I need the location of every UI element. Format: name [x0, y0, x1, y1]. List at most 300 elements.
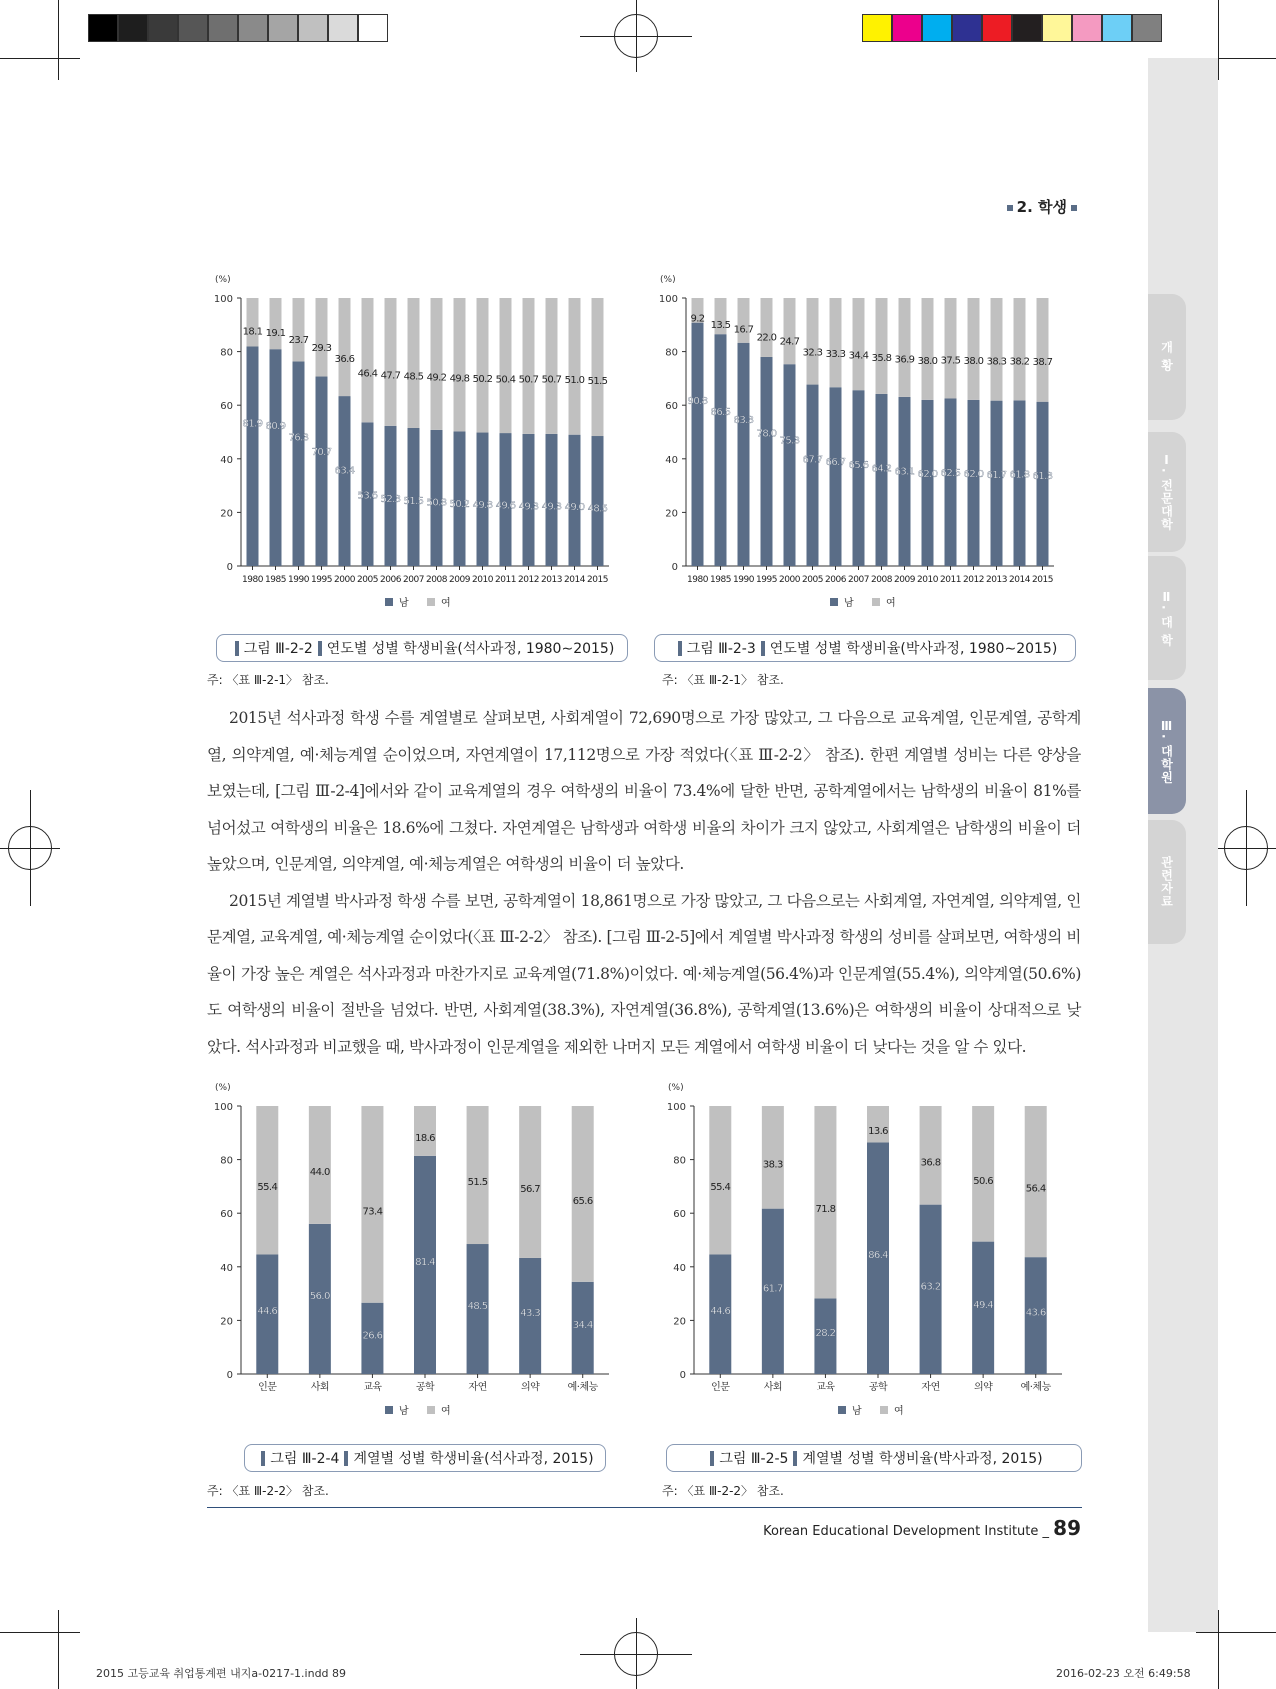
chart-doctoral-by-year: [650, 268, 1090, 620]
axis-unit-label: (%): [215, 1083, 231, 1093]
data-label-male: 83.3: [733, 414, 754, 426]
data-label-male: 64.2: [871, 463, 892, 475]
note-fig-2-5: 주: 〈표 Ⅲ-2-2〉 참조.: [662, 1484, 784, 1498]
y-tick-label: 0: [226, 1370, 233, 1381]
data-label-male: 86.4: [868, 1250, 888, 1262]
data-label-male: 63.2: [920, 1281, 941, 1293]
y-tick-label: 100: [213, 1102, 233, 1113]
chart-masters-by-year: [205, 268, 645, 620]
bar-female: [256, 1106, 278, 1254]
bar-female: [991, 298, 1003, 401]
legend-label-female: 여: [886, 598, 896, 609]
data-label-female: 50.4: [495, 374, 516, 386]
data-label-male: 62.0: [917, 469, 938, 481]
y-tick-label: 20: [220, 508, 233, 520]
bar-male: [1037, 402, 1049, 566]
bar-female: [572, 1106, 594, 1282]
color-swatch: [118, 14, 148, 42]
legend-swatch-female: [872, 598, 880, 606]
x-tick-label: 2013: [541, 575, 562, 585]
data-label-female: 46.4: [357, 368, 378, 380]
data-label-male: 81.4: [415, 1256, 435, 1268]
y-tick-label: 40: [665, 454, 678, 466]
data-label-female: 18.1: [242, 326, 263, 338]
crop-mark: [1218, 1610, 1219, 1689]
bar-male: [738, 343, 750, 566]
x-tick-label: 2008: [871, 575, 892, 585]
color-swatch: [952, 14, 982, 42]
data-label-male: 49.0: [564, 502, 585, 514]
bar-male: [991, 401, 1003, 566]
data-label-male: 49.3: [541, 501, 562, 513]
y-tick-label: 20: [673, 1316, 686, 1328]
bar-female: [853, 298, 865, 390]
bar-male: [692, 323, 704, 566]
bar-female: [761, 298, 773, 357]
bar-female: [477, 298, 489, 433]
y-tick-label: 20: [665, 508, 678, 520]
data-label-female: 50.7: [518, 374, 539, 386]
x-tick-label: 2009: [449, 575, 470, 585]
x-tick-label: 2015: [1032, 575, 1053, 585]
bar-male: [1014, 400, 1026, 566]
slug-file: 2015 고등교육 취업통계편 내지a-0217-1.indd 89: [96, 1667, 347, 1680]
legend-label-male: 남: [399, 598, 409, 609]
legend-swatch-female: [427, 598, 435, 606]
y-tick-label: 0: [679, 1370, 686, 1381]
bar-female: [414, 1106, 436, 1156]
color-swatch: [148, 14, 178, 42]
data-label-female: 49.8: [449, 373, 470, 385]
side-tab[interactable]: 관련자료: [1148, 820, 1186, 944]
bar-male: [546, 434, 558, 566]
data-label-male: 51.5: [403, 495, 424, 507]
bar-male: [592, 436, 604, 566]
data-label-male: 61.7: [986, 469, 1007, 481]
data-label-male: 90.8: [687, 395, 708, 407]
data-label-male: 63.4: [334, 465, 355, 477]
bar-female: [523, 298, 535, 434]
bar-male: [899, 397, 911, 566]
x-tick-label: 공학: [868, 1382, 888, 1393]
data-label-male: 78.0: [756, 428, 777, 440]
bar-female: [1025, 1106, 1047, 1257]
x-tick-label: 자연: [921, 1382, 940, 1393]
x-tick-label: 2011: [495, 575, 516, 585]
y-tick-label: 40: [220, 454, 233, 466]
caption-num: 그림 Ⅲ-2-3: [686, 641, 756, 657]
x-tick-label: 2013: [986, 575, 1007, 585]
color-swatch: [88, 14, 118, 42]
data-label-female: 56.7: [520, 1183, 541, 1195]
caption-text: 연도별 성별 학생비율(박사과정, 1980∼2015): [769, 641, 1058, 657]
data-label-male: 49.4: [973, 1299, 994, 1311]
x-tick-label: 1995: [311, 575, 332, 585]
x-tick-label: 2000: [334, 575, 355, 585]
y-tick-label: 80: [673, 1155, 686, 1167]
bar-female: [339, 298, 351, 396]
data-label-female: 50.6: [973, 1175, 994, 1187]
data-label-female: 33.3: [825, 349, 846, 361]
bar-male: [715, 334, 727, 566]
x-tick-label: 의약: [973, 1382, 993, 1393]
color-swatch: [862, 14, 892, 42]
caption-num: 그림 Ⅲ-2-4: [270, 1451, 340, 1467]
data-label-female: 47.7: [380, 370, 401, 382]
bar-female: [945, 298, 957, 399]
y-tick-label: 100: [658, 294, 678, 305]
y-tick-label: 100: [666, 1102, 686, 1113]
side-tab[interactable]: 개 황: [1148, 294, 1186, 420]
x-tick-label: 2012: [963, 575, 984, 585]
legend-swatch-male: [838, 1406, 846, 1414]
data-label-female: 29.3: [311, 343, 332, 355]
bar-female: [920, 1106, 942, 1205]
data-label-female: 38.3: [986, 356, 1007, 368]
page-footer: [763, 1516, 1081, 1540]
data-label-female: 55.4: [257, 1182, 278, 1194]
crop-mark: [30, 790, 31, 906]
x-tick-label: 사회: [763, 1382, 783, 1393]
data-label-male: 56.0: [309, 1290, 330, 1302]
bar-female: [431, 298, 443, 430]
y-tick-label: 40: [220, 1262, 233, 1274]
data-label-female: 37.5: [940, 355, 961, 367]
bar-female: [922, 298, 934, 400]
data-label-female: 38.2: [1009, 356, 1030, 368]
legend-label-male: 남: [852, 1406, 862, 1417]
x-tick-label: 공학: [415, 1382, 435, 1393]
x-tick-label: 2010: [472, 575, 493, 585]
bar-female: [762, 1106, 784, 1209]
data-label-female: 19.1: [265, 328, 286, 340]
bar-female: [361, 1106, 383, 1303]
data-label-female: 49.2: [426, 372, 447, 384]
bar-female: [814, 1106, 836, 1298]
data-label-male: 62.0: [963, 469, 984, 481]
data-label-female: 18.6: [415, 1132, 435, 1144]
y-tick-label: 0: [671, 562, 678, 573]
gray-swatch-strip: [88, 0, 413, 44]
axis-unit-label: (%): [668, 1083, 684, 1093]
legend-label-female: 여: [441, 1406, 451, 1417]
y-tick-label: 60: [665, 401, 678, 413]
color-swatch: [1102, 14, 1132, 42]
caption-text: 연도별 성별 학생비율(석사과정, 1980∼2015): [326, 641, 615, 657]
data-label-male: 26.6: [362, 1330, 383, 1342]
color-swatch: [208, 14, 238, 42]
legend-swatch-male: [830, 598, 838, 606]
bar-male: [830, 387, 842, 566]
bar-female: [362, 298, 374, 422]
data-label-female: 56.4: [1025, 1183, 1046, 1195]
bar-male: [339, 396, 351, 566]
caption-fig-2-5: [666, 1444, 1082, 1472]
bar-female: [592, 298, 604, 436]
data-label-male: 67.7: [802, 454, 823, 466]
axis-unit-label: (%): [660, 275, 676, 285]
legend-swatch-female: [880, 1406, 888, 1414]
bar-male: [922, 400, 934, 566]
bar-female: [316, 298, 328, 377]
data-label-female: 51.5: [467, 1177, 488, 1189]
section-header: [1003, 196, 1081, 217]
data-label-female: 51.0: [564, 375, 585, 387]
data-label-male: 52.3: [380, 493, 401, 505]
caption-text: 계열별 성별 학생비율(박사과정, 2015): [802, 1451, 1043, 1467]
data-label-female: 38.3: [762, 1159, 783, 1171]
bar-female: [546, 298, 558, 434]
data-label-female: 13.6: [868, 1126, 888, 1138]
bar-male: [761, 357, 773, 566]
data-label-female: 44.0: [309, 1166, 330, 1178]
bar-male: [293, 362, 305, 566]
crop-mark: [0, 58, 80, 59]
data-label-female: 34.4: [848, 350, 869, 362]
x-tick-label: 1990: [288, 575, 309, 585]
x-tick-label: 2000: [779, 575, 800, 585]
bar-female: [270, 298, 282, 349]
legend-label-female: 여: [894, 1406, 904, 1417]
color-swatch: [298, 14, 328, 42]
data-label-female: 38.0: [917, 356, 938, 368]
bar-female: [807, 298, 819, 385]
data-label-male: 48.5: [587, 503, 608, 515]
x-tick-label: 자연: [468, 1382, 487, 1393]
y-tick-label: 60: [673, 1209, 686, 1221]
crop-mark: [0, 1632, 80, 1633]
crop-mark: [1196, 1632, 1276, 1633]
data-label-male: 61.3: [1032, 470, 1053, 482]
crop-mark: [58, 1610, 59, 1689]
bar-female: [519, 1106, 541, 1258]
x-tick-label: 예·체능: [1020, 1382, 1051, 1393]
data-label-female: 50.2: [472, 373, 493, 385]
data-label-female: 24.7: [779, 336, 800, 348]
bar-male: [316, 377, 328, 566]
data-label-female: 55.4: [710, 1182, 731, 1194]
data-label-female: 38.0: [963, 356, 984, 368]
data-label-male: 49.6: [495, 500, 516, 512]
chart-doctoral-by-field: [658, 1076, 1098, 1428]
bar-female: [968, 298, 980, 400]
note-fig-2-4: 주: 〈표 Ⅲ-2-2〉 참조.: [207, 1484, 329, 1498]
x-tick-label: 사회: [310, 1382, 330, 1393]
bar-female: [454, 298, 466, 431]
bar-female: [569, 298, 581, 435]
x-tick-label: 인문: [258, 1382, 277, 1393]
legend-label-male: 남: [399, 1406, 409, 1417]
legend-label-female: 여: [441, 598, 451, 609]
x-tick-label: 2006: [380, 575, 401, 585]
y-tick-label: 20: [220, 1316, 233, 1328]
color-swatch: [1072, 14, 1102, 42]
side-tab[interactable]: Ⅱ. 대 학: [1148, 556, 1186, 680]
x-tick-label: 2006: [825, 575, 846, 585]
bar-female: [876, 298, 888, 394]
data-label-female: 73.4: [362, 1206, 383, 1218]
data-label-male: 44.6: [710, 1306, 731, 1318]
color-swatch: [238, 14, 268, 42]
color-swatch: [982, 14, 1012, 42]
data-label-male: 50.8: [426, 497, 447, 509]
footer-institute: Korean Educational Development Institute _: [763, 1524, 1050, 1539]
x-tick-label: 1995: [756, 575, 777, 585]
paragraph-doctoral: 2015년 계열별 박사과정 학생 수를 보면, 공학계열이 18,861명으로 가장 많았고, 그 다음으로는 사회계열, 자연계열, 의약계열, 인문계열, 교육계열, 예·체능계열 순이었다(〈표 Ⅲ-2-2〉 참조). [그림 Ⅲ-2-5]에서 계열별 박사과정 학생의 성비를 살펴보면, 여학생의 비율이 가장 높은 계열은 석사과정과 마찬가지로 교육계열(71.8%)이었다. 예·체능계열(56.4%)과 인문계열(55.4%), 의약계열(50.6%)도 여학생의 비율이 절반을 넘었다. 반면, 사회계열(38.3%), 자연계열(36.8%), 공학계열(13.6%)은 여학생의 비율이 상대적으로 낮았다. 석사과정과 비교했을 때, 박사과정이 인문계열을 제외한 나머지 모든 계열에서 여학생 비율이 더 낮다는 것을 알 수 있다.: [207, 891, 1081, 1056]
legend-swatch-female: [427, 1406, 435, 1414]
data-label-female: 32.3: [802, 347, 823, 359]
data-label-male: 80.9: [265, 421, 286, 433]
data-label-male: 34.4: [572, 1319, 593, 1331]
bar-male: [784, 364, 796, 566]
data-label-male: 62.5: [940, 467, 961, 479]
data-label-male: 49.3: [518, 501, 539, 513]
data-label-male: 66.7: [825, 457, 846, 469]
data-label-male: 81.9: [242, 418, 263, 430]
note-fig-2-2: 주: 〈표 Ⅲ-2-1〉 참조.: [207, 673, 329, 687]
y-tick-label: 0: [226, 562, 233, 573]
x-tick-label: 2011: [940, 575, 961, 585]
color-swatch: [328, 14, 358, 42]
x-tick-label: 1985: [265, 575, 286, 585]
data-label-male: 28.2: [815, 1328, 836, 1340]
y-tick-label: 80: [220, 347, 233, 359]
x-tick-label: 1980: [242, 575, 263, 585]
y-tick-label: 80: [220, 1155, 233, 1167]
caption-fig-2-2: [216, 634, 628, 662]
bar-female: [899, 298, 911, 397]
y-tick-label: 100: [213, 294, 233, 305]
x-tick-label: 2007: [403, 575, 424, 585]
bar-male: [807, 385, 819, 566]
bar-male: [500, 433, 512, 566]
x-tick-label: 교육: [816, 1382, 835, 1393]
bar-male: [876, 394, 888, 566]
y-tick-label: 60: [220, 1209, 233, 1221]
x-tick-label: 인문: [711, 1382, 730, 1393]
y-tick-label: 40: [673, 1262, 686, 1274]
page-number: 89: [1053, 1516, 1081, 1540]
crop-mark: [1218, 0, 1219, 80]
x-tick-label: 2010: [917, 575, 938, 585]
crop-mark: [1246, 790, 1247, 906]
bar-male: [569, 435, 581, 566]
chart-masters-by-field: [205, 1076, 645, 1428]
axis-unit-label: (%): [215, 275, 231, 285]
side-tab[interactable]: Ⅰ. 전문대학: [1148, 432, 1186, 552]
x-tick-label: 예·체능: [567, 1382, 598, 1393]
legend-label-male: 남: [844, 598, 854, 609]
crop-mark: [636, 1618, 637, 1689]
bar-male: [247, 347, 259, 566]
data-label-male: 61.8: [1009, 469, 1030, 481]
bar-male: [968, 400, 980, 566]
legend-swatch-male: [385, 1406, 393, 1414]
data-label-female: 13.5: [710, 319, 731, 331]
bar-male: [853, 390, 865, 566]
x-tick-label: 2015: [587, 575, 608, 585]
data-label-female: 22.0: [756, 332, 777, 344]
bar-female: [830, 298, 842, 387]
x-tick-label: 1990: [733, 575, 754, 585]
x-tick-label: 의약: [520, 1382, 540, 1393]
color-swatch: [922, 14, 952, 42]
data-label-male: 48.5: [467, 1301, 488, 1313]
x-tick-label: 1985: [710, 575, 731, 585]
data-label-male: 50.2: [449, 499, 470, 511]
caption-fig-2-3: [654, 634, 1076, 662]
bar-female: [972, 1106, 994, 1242]
data-label-female: 71.8: [815, 1204, 836, 1216]
color-swatch: [268, 14, 298, 42]
data-label-female: 36.9: [894, 354, 915, 366]
caption-text: 계열별 성별 학생비율(석사과정, 2015): [353, 1451, 594, 1467]
bar-male: [523, 434, 535, 566]
data-label-male: 43.6: [1025, 1307, 1046, 1319]
bar-female: [1014, 298, 1026, 400]
data-label-female: 38.7: [1032, 357, 1053, 369]
side-tab[interactable]: Ⅲ. 대학원: [1148, 688, 1186, 814]
paragraph-masters: 2015년 석사과정 학생 수를 계열별로 살펴보면, 사회계열이 72,690명으로 가장 많았고, 그 다음으로 교육계열, 인문계열, 공학계열, 의약계열, 예·체능계열 순이었으며, 자연계열이 17,112명으로 가장 적었다(〈표 Ⅲ-2-2〉 참조). 한편 계열별 성비는 다른 양상을 보였는데, [그림 Ⅲ-2-4]에서와 같이 교육계열의 경우 여학생의 비율이 73.4%에 달한 반면, 공학계열에서는 남학생의 비율이 81%를 넘어섰고 여학생의 비율은 18.6%에 그쳤다. 자연계열은 남학생과 여학생 비율의 차이가 크지 않았고, 사회계열은 남학생의 비율이 더 높았으며, 인문계열, 의약계열, 예·체능계열은 여학생의 비율이 더 높았다.: [207, 709, 1081, 873]
bar-female: [784, 298, 796, 364]
slug-datetime: 2016-02-23 오전 6:49:58: [1056, 1667, 1191, 1680]
data-label-male: 76.3: [288, 432, 309, 444]
data-label-female: 23.7: [288, 334, 309, 346]
data-label-female: 51.5: [587, 375, 608, 387]
data-label-female: 16.7: [733, 324, 754, 336]
bar-female: [1037, 298, 1049, 402]
color-swatch: [1132, 14, 1162, 42]
data-label-male: 70.7: [311, 446, 332, 458]
x-tick-label: 2012: [518, 575, 539, 585]
data-label-male: 44.6: [257, 1306, 278, 1318]
x-tick-label: 2005: [357, 575, 378, 585]
data-label-male: 43.3: [520, 1307, 541, 1319]
data-label-female: 36.8: [920, 1157, 941, 1169]
y-tick-label: 80: [665, 347, 678, 359]
caption-num: 그림 Ⅲ-2-2: [243, 641, 313, 657]
color-swatch: [892, 14, 922, 42]
color-swatch: [178, 14, 208, 42]
note-fig-2-3: 주: 〈표 Ⅲ-2-1〉 참조.: [662, 673, 784, 687]
data-label-female: 9.2: [690, 313, 705, 325]
data-label-male: 86.5: [710, 406, 731, 418]
crop-mark: [58, 0, 59, 80]
data-label-female: 48.5: [403, 371, 424, 383]
x-tick-label: 2005: [802, 575, 823, 585]
bar-male: [945, 399, 957, 567]
data-label-female: 35.8: [871, 352, 892, 364]
crop-mark: [636, 0, 637, 72]
x-tick-label: 2009: [894, 575, 915, 585]
x-tick-label: 2008: [426, 575, 447, 585]
color-swatch-strip: [862, 0, 1187, 44]
footer-rule: [207, 1507, 1082, 1508]
color-swatch: [1012, 14, 1042, 42]
data-label-female: 65.6: [572, 1195, 593, 1207]
bar-female: [293, 298, 305, 362]
color-swatch: [1042, 14, 1072, 42]
data-label-male: 61.7: [762, 1283, 783, 1295]
data-label-male: 53.6: [357, 490, 378, 502]
data-label-male: 49.8: [472, 500, 493, 512]
bar-female: [247, 298, 259, 347]
caption-fig-2-4: [244, 1444, 606, 1472]
data-label-male: 63.1: [894, 466, 915, 478]
bar-female: [738, 298, 750, 343]
bar-female: [500, 298, 512, 433]
data-label-female: 36.6: [334, 353, 355, 365]
